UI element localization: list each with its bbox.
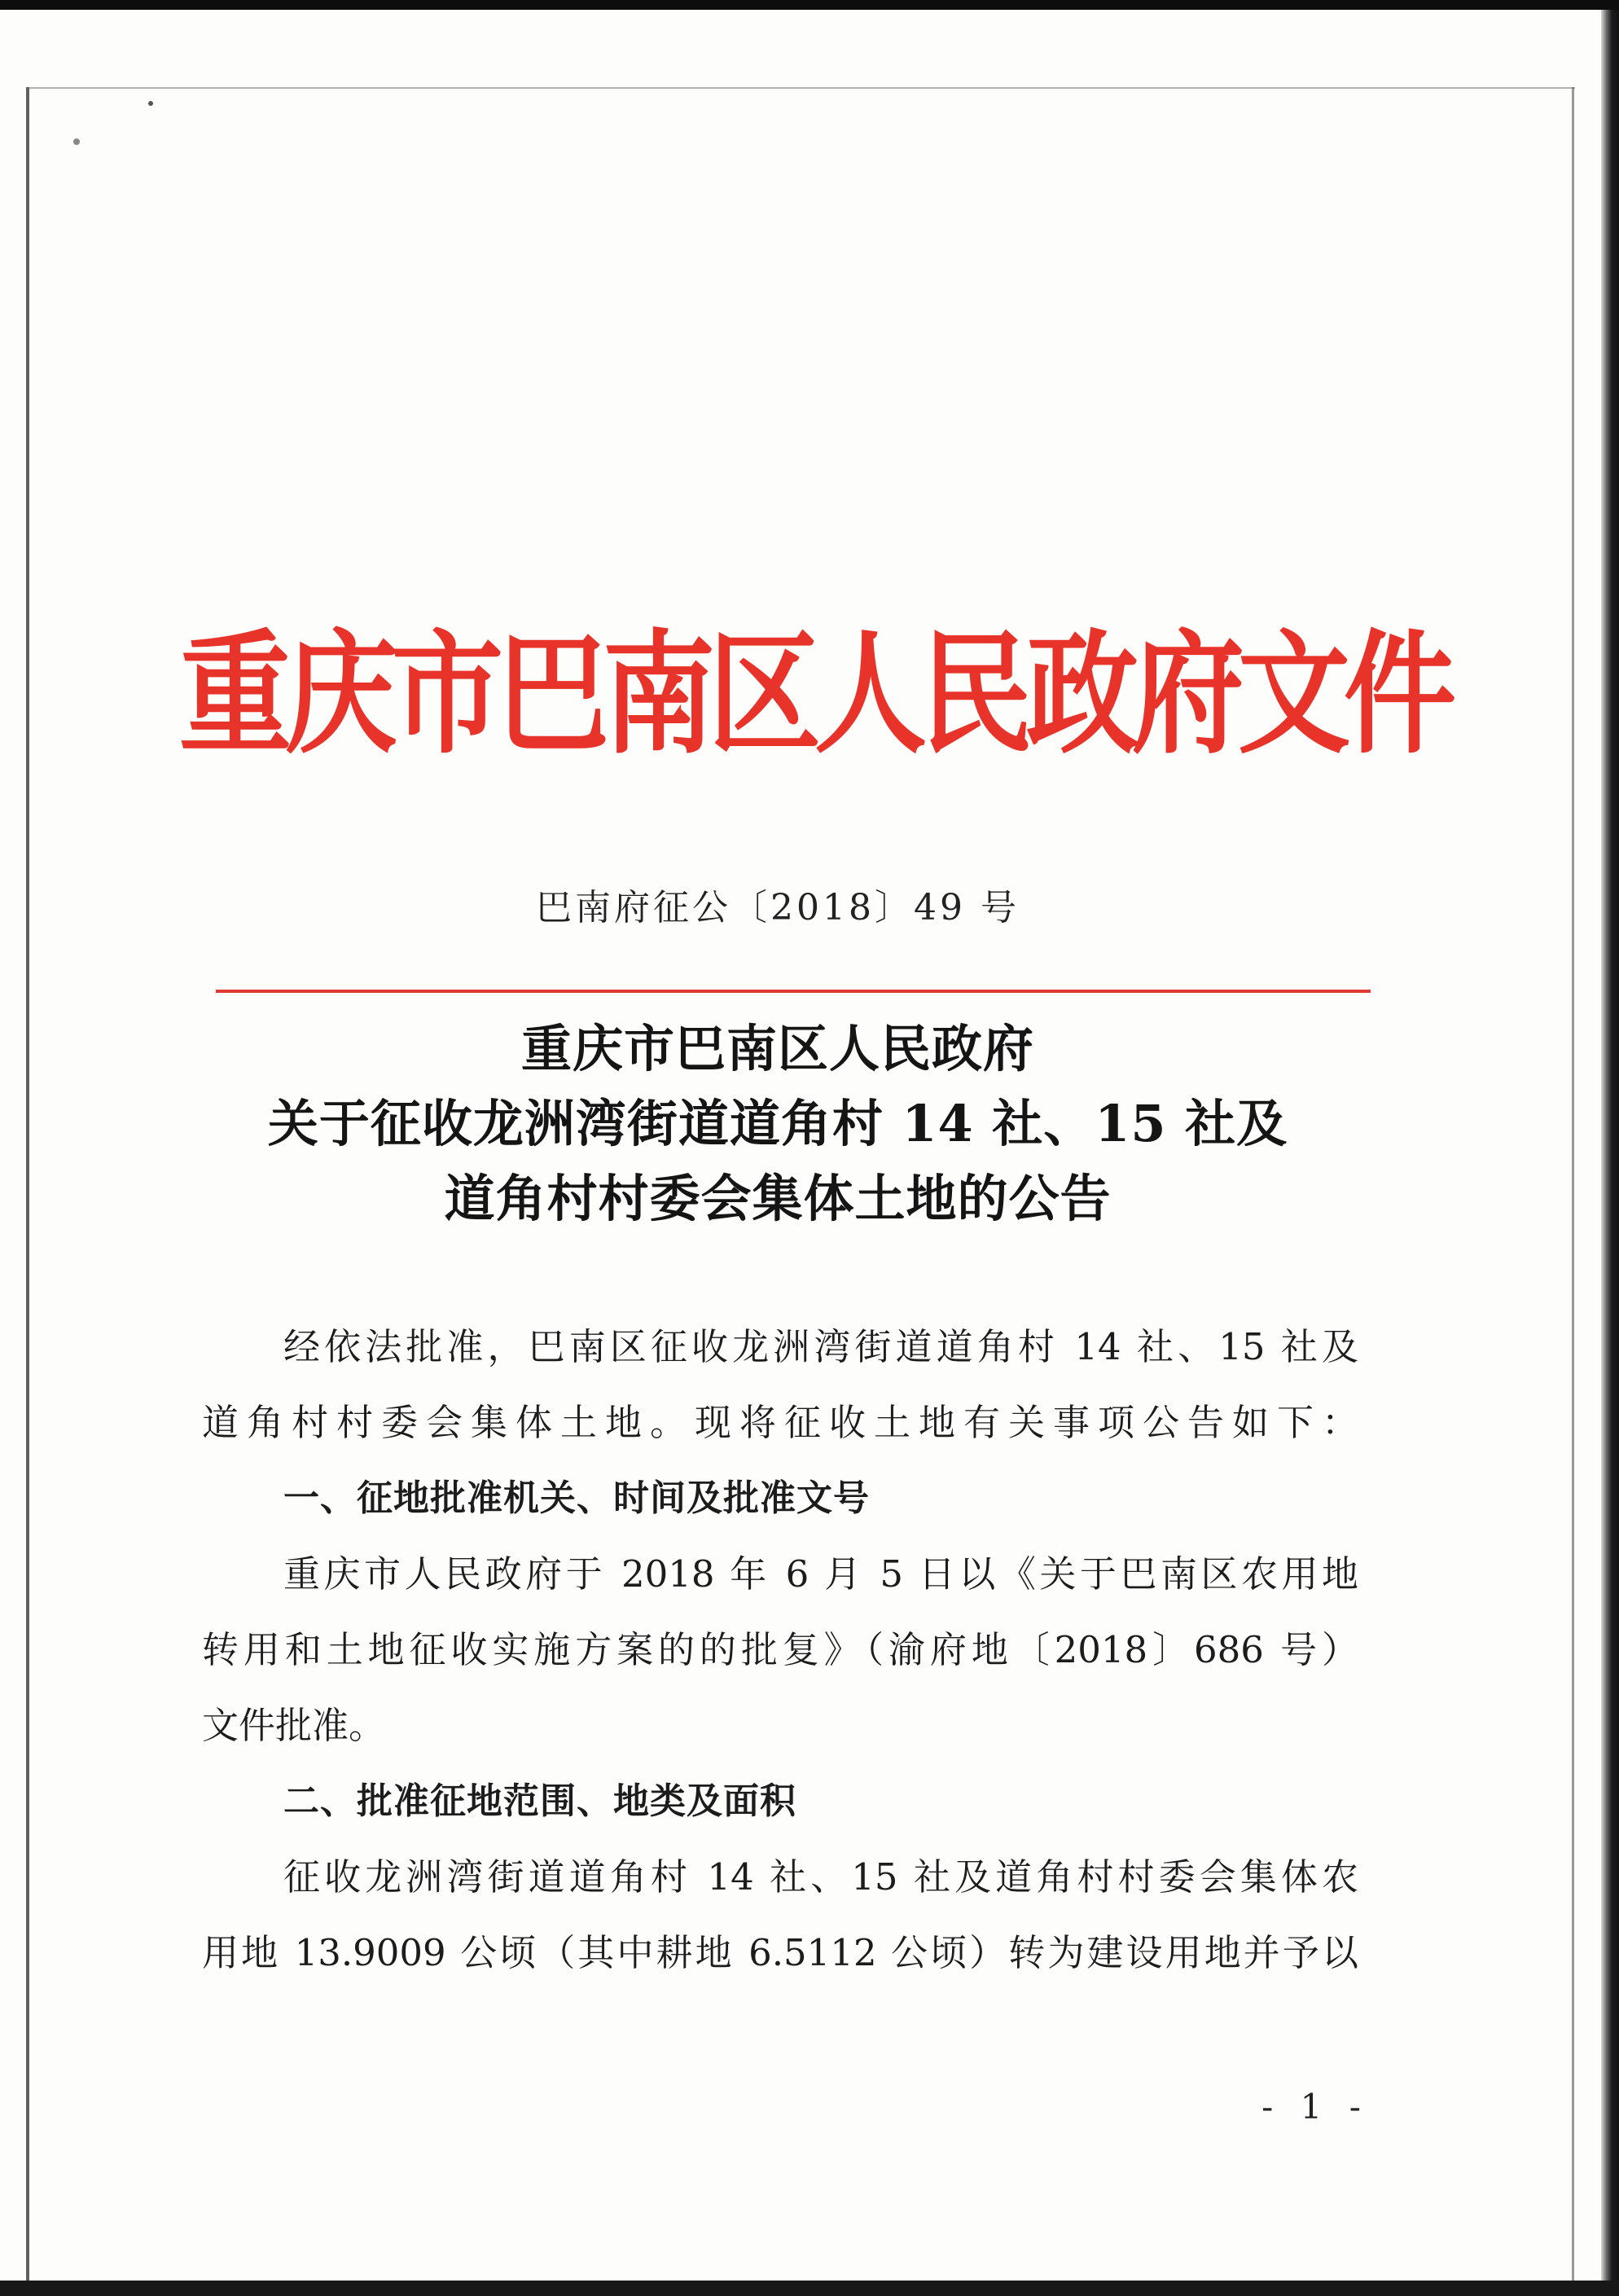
section-2-heading: 二、批准征地范围、地类及面积 (283, 1780, 796, 1822)
title-line-3: 道角村村委会集体土地的公告 (444, 1169, 1112, 1228)
title-line-1: 重庆市巴南区人民政府 (520, 1019, 1034, 1078)
section-2-line-1: 征收龙洲湾街道道角村 14 社、15 社及道角村村委会集体农 (283, 1855, 1358, 1899)
document-page (0, 10, 1606, 2290)
section-1-line-2: 转用和土地征收实施方案的的批复》（渝府地〔2018〕686 号） (202, 1628, 1358, 1671)
red-separator-rule (216, 990, 1371, 993)
section-1-line-3: 文件批准。 (202, 1704, 386, 1747)
page-number: - 1 - (1261, 2087, 1369, 2127)
notice-title (0, 1012, 1555, 1236)
scan-artifact-top-line (28, 87, 1575, 89)
scan-bottom-border (0, 2281, 1619, 2296)
scan-right-border (1601, 10, 1619, 2296)
title-line-2: 关于征收龙洲湾街道道角村 14 社、15 社及 (267, 1094, 1288, 1153)
scan-artifact-right-line (1572, 87, 1574, 2286)
intro-line-1: 经依法批准，巴南区征收龙洲湾街道道角村 14 社、15 社及 (283, 1325, 1358, 1368)
section-2-line-2: 用地 13.9009 公顷（其中耕地 6.5112 公顷）转为建设用地并予以 (202, 1931, 1358, 1974)
section-1-line-1: 重庆市人民政府于 2018 年 6 月 5 日以《关于巴南区农用地 (283, 1552, 1358, 1596)
issuer-heading: 重庆市巴南区人民政府文件 (178, 615, 1450, 772)
document-number: 巴南府征公〔2018〕49 号 (536, 887, 1020, 928)
intro-line-2: 道角村村委会集体土地。现将征收土地有关事项公告如下： (202, 1401, 1358, 1444)
scan-speck (73, 138, 80, 145)
notice-body (202, 1309, 1358, 1991)
section-1-heading: 一、征地批准机关、时间及批准文号 (283, 1477, 870, 1519)
scan-speck (148, 101, 153, 106)
